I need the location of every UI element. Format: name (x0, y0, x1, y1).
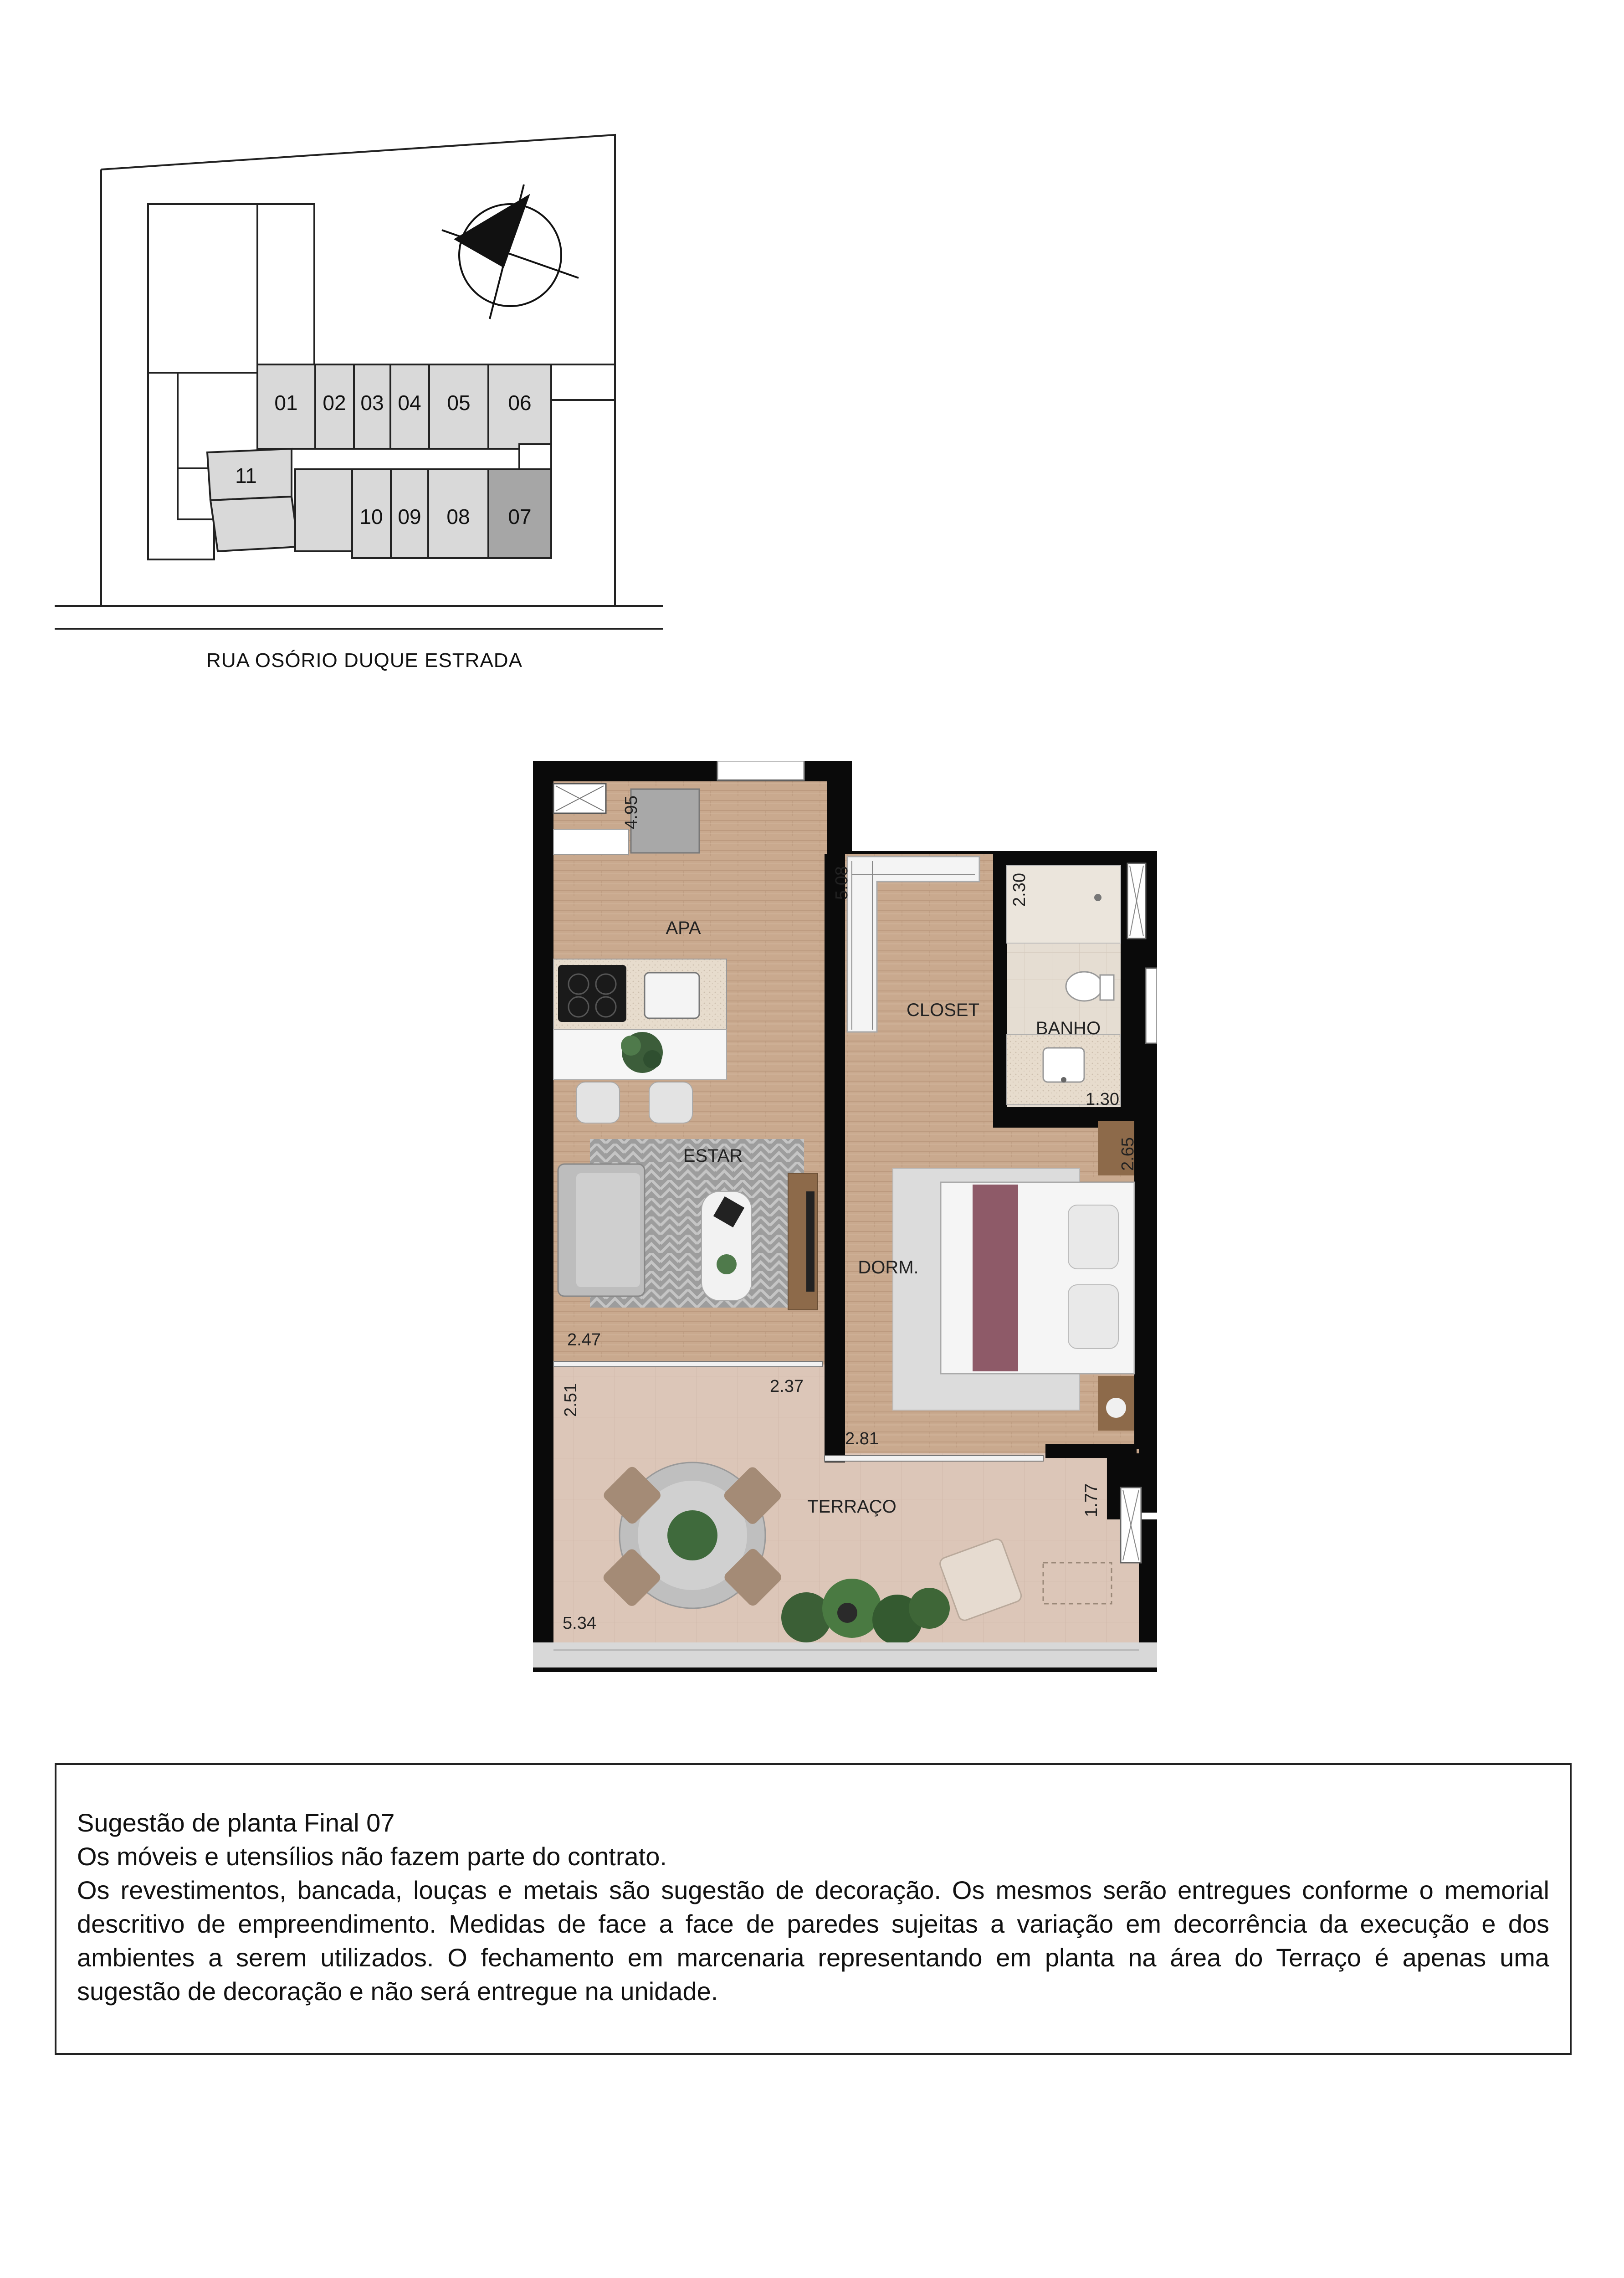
north-arrow-icon (442, 185, 579, 319)
stool-2 (649, 1082, 692, 1123)
dim-5-08: 5.08 (832, 866, 851, 900)
site-plan (0, 0, 1624, 752)
notes-furniture: Os móveis e utensílios não fazem parte do contrato. (77, 1842, 667, 1871)
unit-label-08: 08 (446, 505, 470, 528)
dim-2-37: 2.37 (770, 1377, 804, 1396)
street-name: RUA OSÓRIO DUQUE ESTRADA (206, 649, 523, 672)
unit-label-10: 10 (359, 505, 383, 528)
dim-5-34: 5.34 (563, 1614, 596, 1633)
room-label-estar: ESTAR (683, 1146, 743, 1166)
room-label-terraco: TERRAÇO (807, 1497, 897, 1517)
unit-label-07: 07 (508, 505, 532, 528)
notes-title: Sugestão de planta Final 07 (77, 1808, 395, 1837)
kitchen-sink (645, 973, 699, 1018)
notes-paragraph: Os revestimentos, bancada, louças e metais são sugestão de decoração. Os mesmos serão entregues conforme o memorial descritivo de empreendimento. Medidas de face a face de paredes sujeitas a variação em decorrência da execução e dos ambientes a serem utilizados. O fechamento em marcenaria representando em planta na área do Terraço é apenas uma sugestão de decoração e não será entregue na unidade. (77, 1876, 1549, 2006)
unit-label-04: 04 (398, 391, 421, 415)
dim-2-51: 2.51 (561, 1383, 580, 1417)
bedspread (973, 1185, 1018, 1371)
unit-11-lower (210, 497, 298, 551)
room-label-banho: BANHO (1035, 1018, 1101, 1038)
pillow-2 (1068, 1285, 1118, 1349)
cooktop (558, 965, 626, 1022)
unit-label-06: 06 (508, 391, 532, 415)
unit-label-05: 05 (447, 391, 471, 415)
dim-2-47: 2.47 (567, 1330, 601, 1349)
corridor-block (295, 469, 352, 551)
dim-2-81: 2.81 (845, 1429, 879, 1448)
room-label-closet: CLOSET (906, 1000, 980, 1020)
toilet-icon (1066, 972, 1102, 1001)
unit-label-01: 01 (274, 391, 298, 415)
stool-1 (576, 1082, 620, 1123)
terrace-plant-icon (667, 1510, 717, 1560)
fridge (631, 789, 699, 853)
unit-label-11: 11 (235, 464, 257, 487)
unit-label-09: 09 (398, 505, 421, 528)
dim-1-77: 1.77 (1082, 1483, 1101, 1517)
room-label-dorm: DORM. (858, 1257, 919, 1278)
pillow-1 (1068, 1205, 1118, 1269)
notes-box (55, 1763, 1572, 2055)
dim-1-30: 1.30 (1086, 1090, 1119, 1109)
unit-label-02: 02 (323, 391, 346, 415)
unit-label-03: 03 (360, 391, 384, 415)
dim-4-95: 4.95 (622, 795, 641, 829)
floor-plan (533, 761, 1157, 1672)
dim-2-65: 2.65 (1118, 1137, 1137, 1171)
room-label-apa: APA (666, 918, 701, 938)
dim-2-30: 2.30 (1010, 873, 1029, 907)
